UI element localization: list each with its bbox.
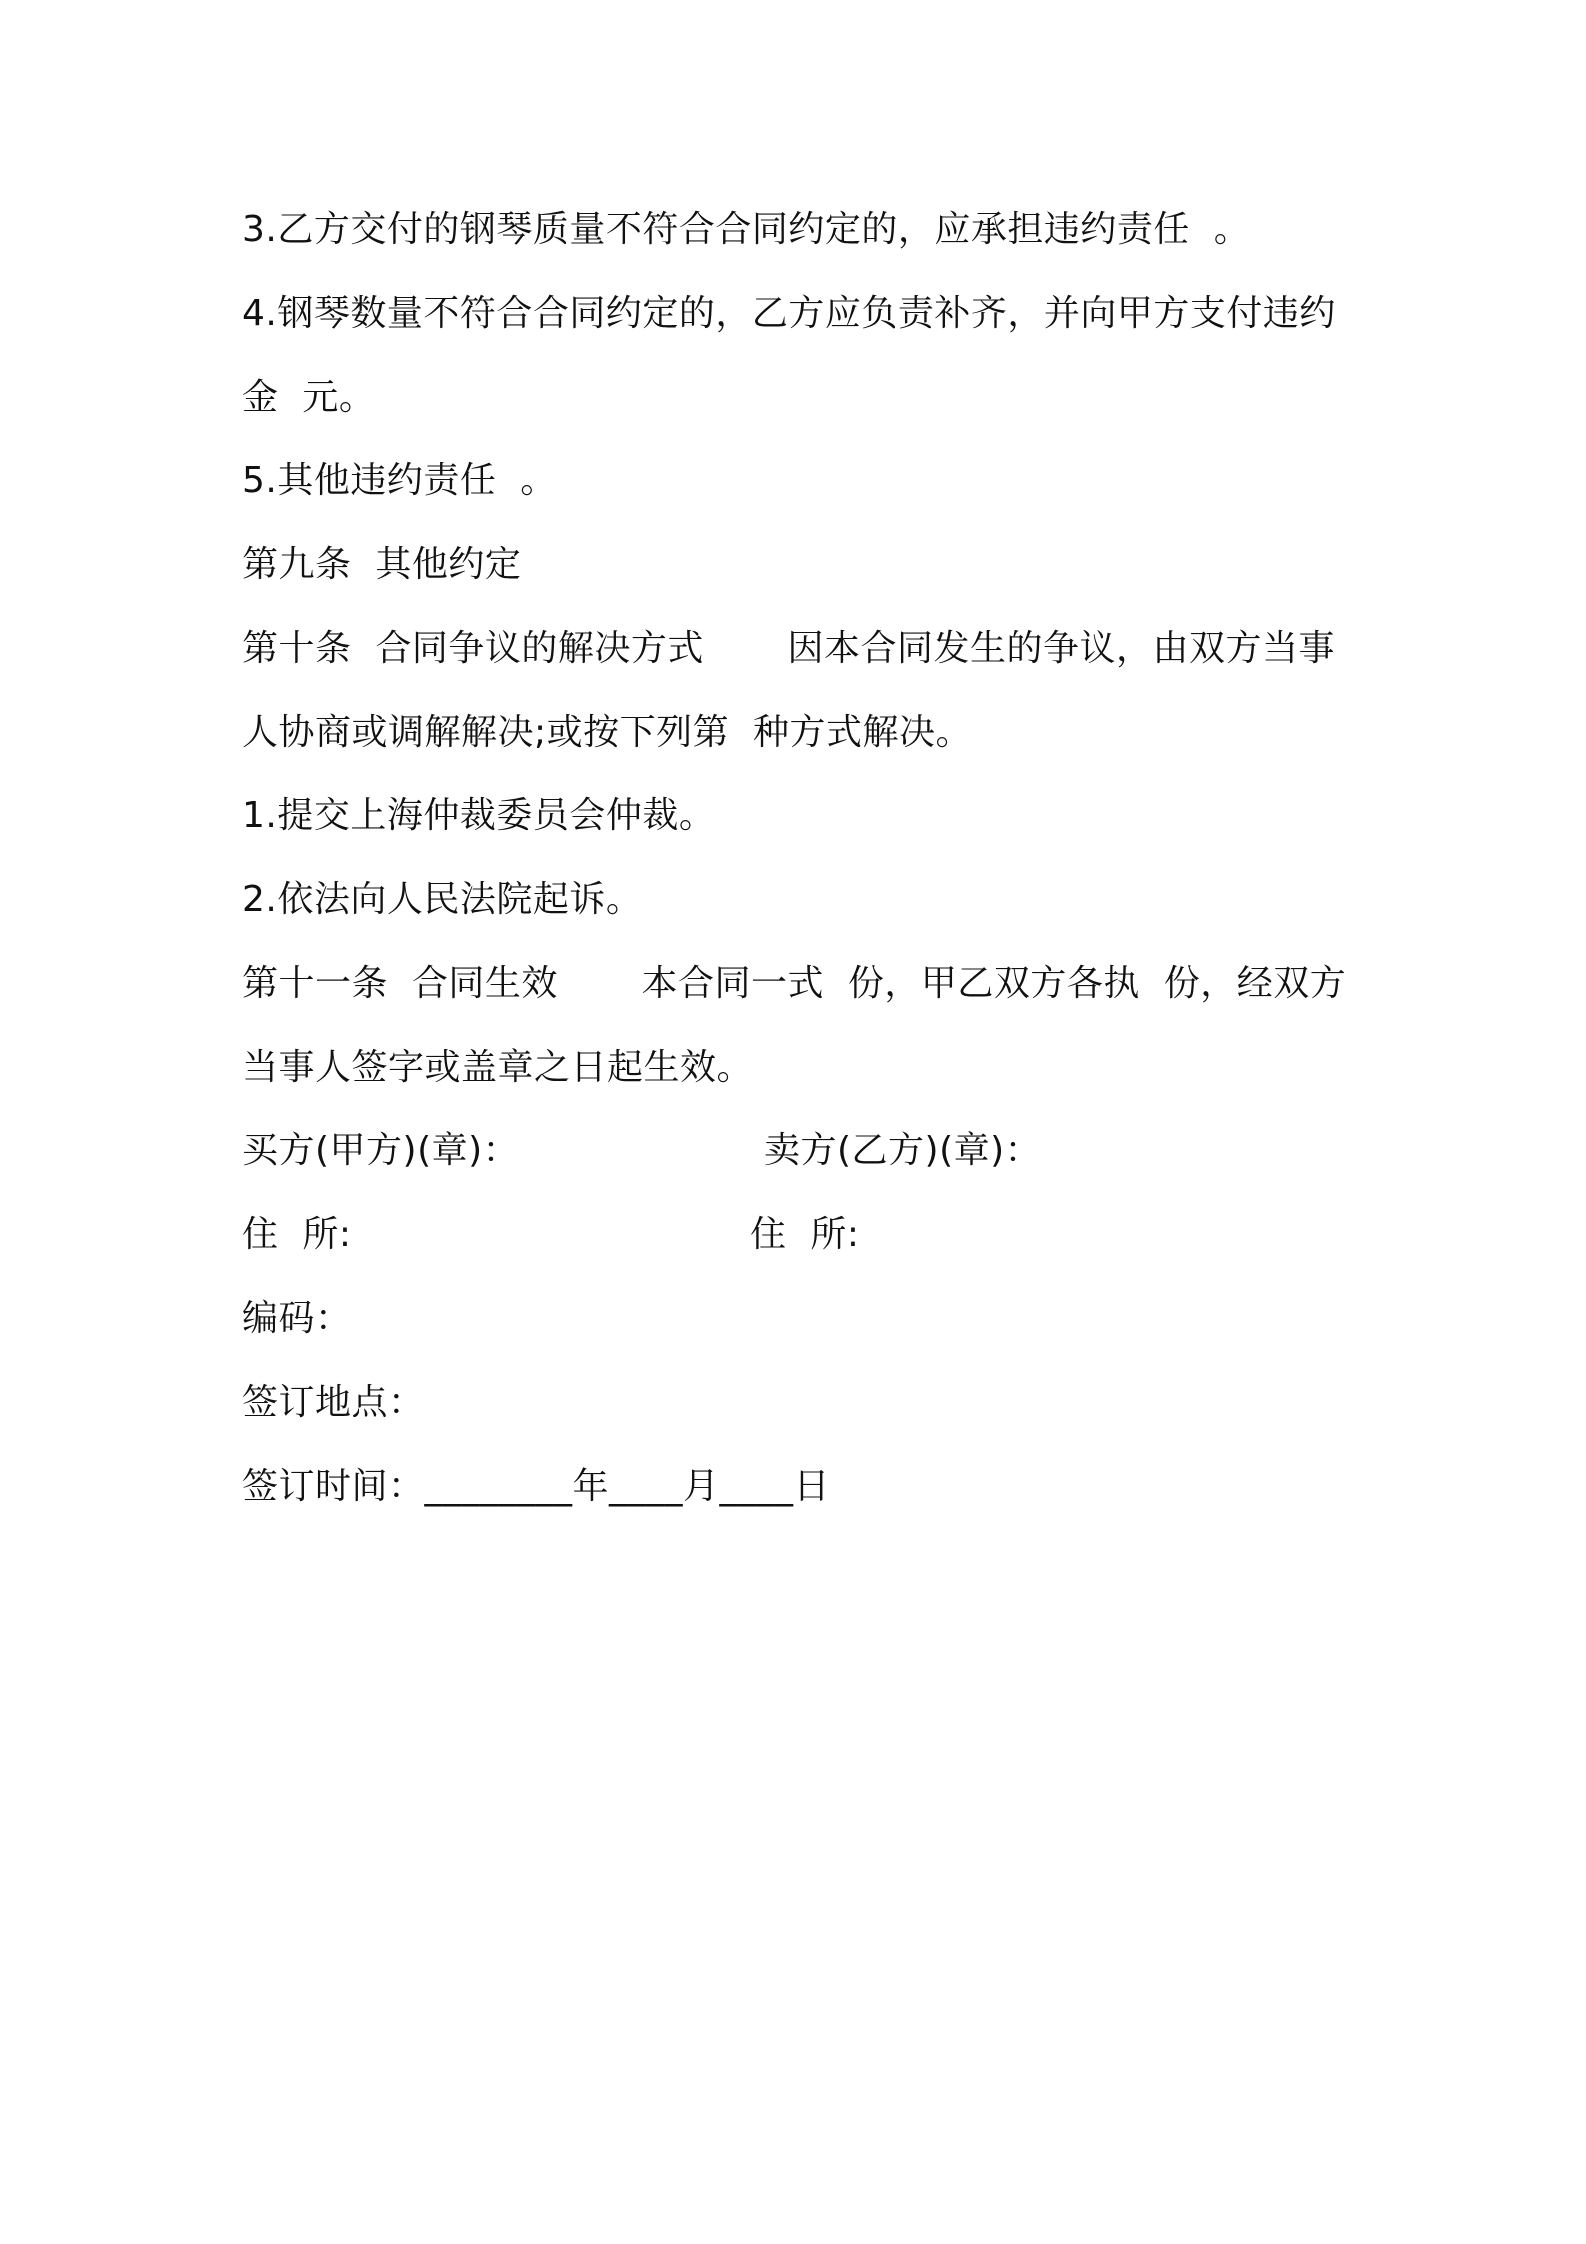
clause-11-heading: 第十一条 合同生效 本合同一式 份，甲乙双方各执 份，经双方: [242, 963, 1347, 1004]
clause-8-item-4-continued: 金 元。: [242, 377, 376, 418]
clause-10-continued: 人协商或调解解决;或按下列第 种方式解决。: [242, 712, 973, 753]
sign-time-label: 签订时间：________年____月____日: [242, 1466, 831, 1507]
clause-8-item-3: 3.乙方交付的钢琴质量不符合合同约定的，应承担违约责任 。: [242, 209, 1251, 250]
seller-address-label: 住 所:: [750, 1214, 860, 1255]
clause-10-option-1: 1.提交上海仲裁委员会仲裁。: [242, 795, 716, 836]
clause-10-option-2: 2.依法向人民法院起诉。: [242, 879, 643, 920]
clause-11-continued: 当事人签字或盖章之日起生效。: [242, 1047, 754, 1088]
clause-8-item-5: 5.其他违约责任 。: [242, 460, 557, 501]
clause-8-item-4: 4.钢琴数量不符合合同约定的，乙方应负责补齐，并向甲方支付违约: [242, 293, 1336, 334]
seller-seal-label: 卖方(乙方)(章)：: [764, 1130, 1042, 1171]
buyer-address-label: 住 所:: [242, 1214, 352, 1255]
sign-place-label: 签订地点：: [242, 1382, 425, 1423]
clause-9-heading: 第九条 其他约定: [242, 544, 522, 585]
postcode-label: 编码：: [242, 1298, 352, 1339]
buyer-seal-label: 买方(甲方)(章)：: [242, 1130, 520, 1171]
clause-10-heading: 第十条 合同争议的解决方式 因本合同发生的争议，由双方当事: [242, 628, 1335, 669]
